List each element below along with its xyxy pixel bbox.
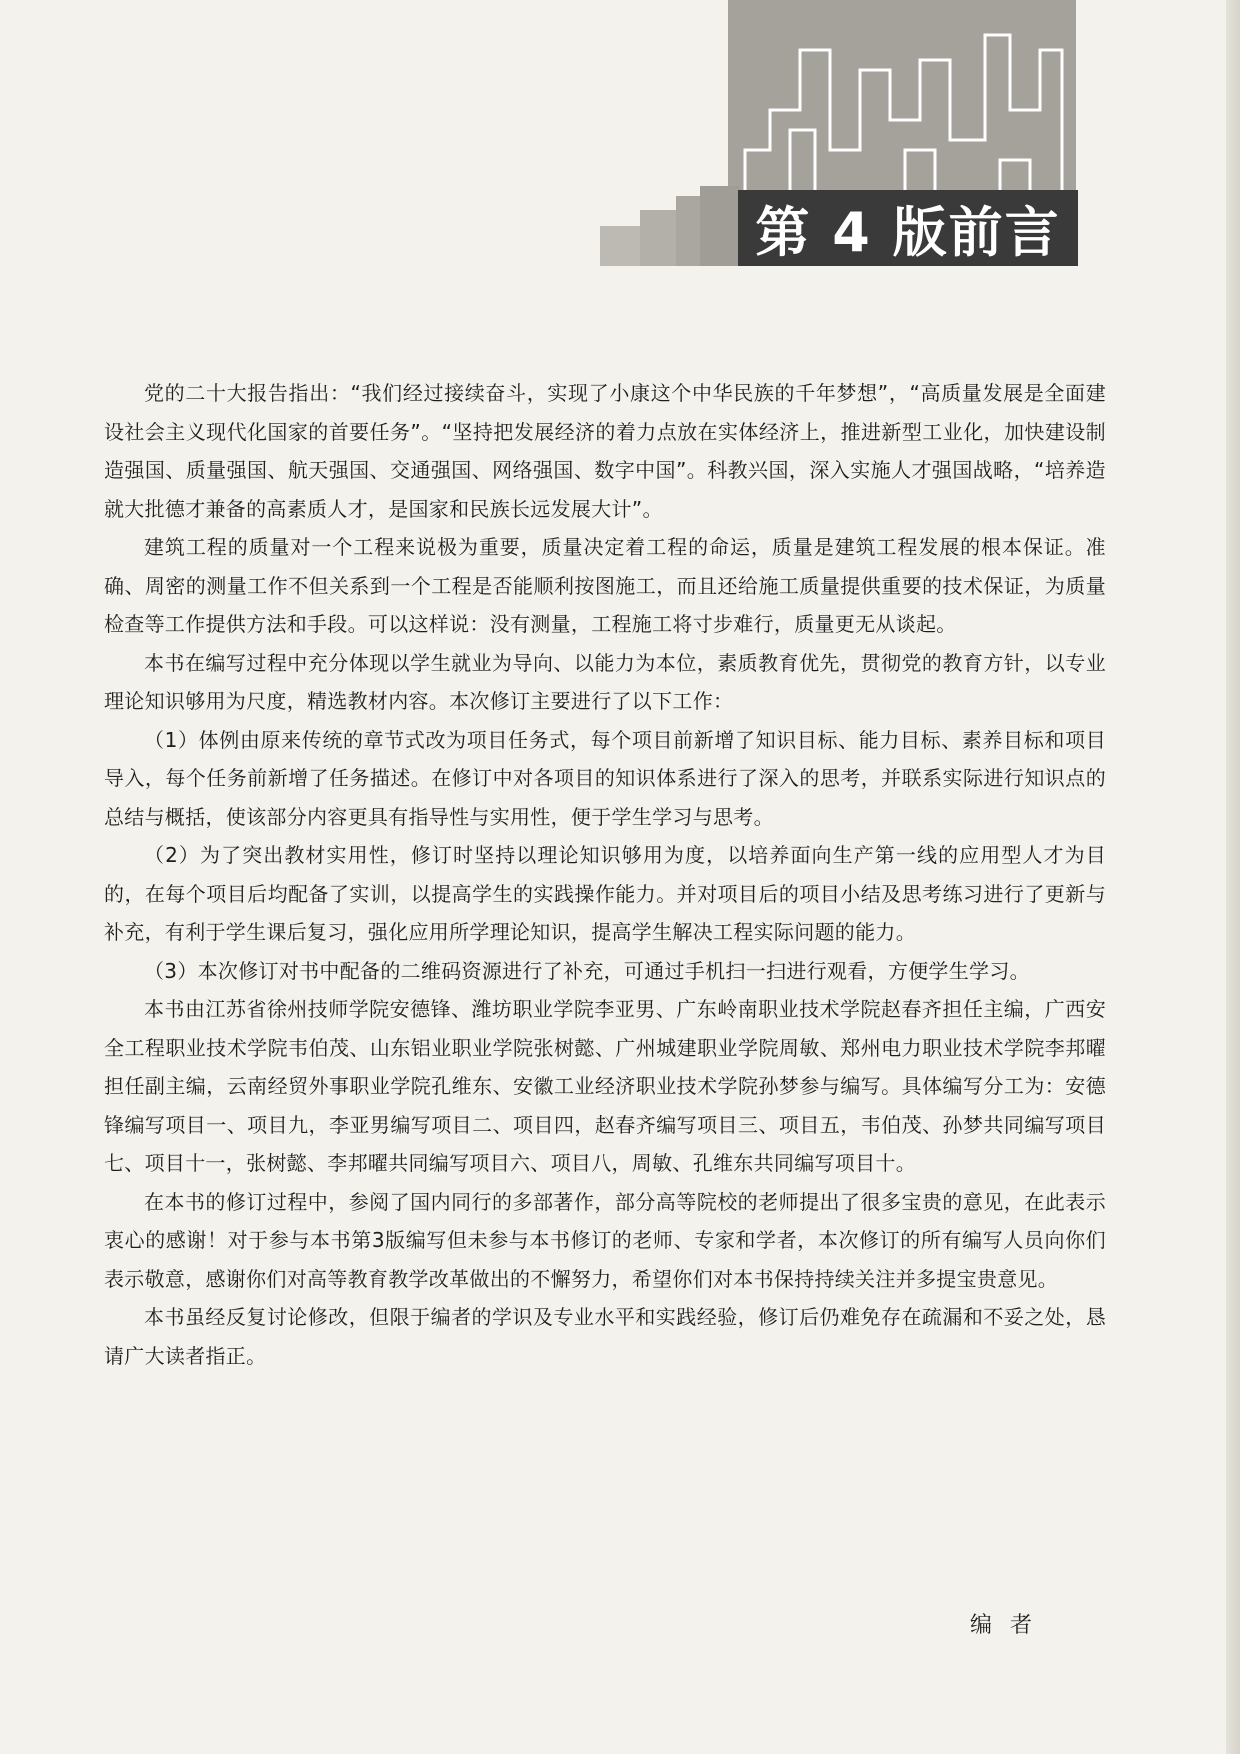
- paragraph-3: 本书在编写过程中充分体现以学生就业为导向、以能力为本位，素质教育优先，贯彻党的教育方针，以专业理论知识够用为尺度，精选教材内容。本次修订主要进行了以下工作：: [104, 650, 1106, 713]
- paragraph-5: （2）为了突出教材实用性，修订时坚持以理论知识够用为度，以培养面向生产第一线的应用型人才为目的，在每个项目后均配备了实训，以提高学生的实践操作能力。并对项目后的项目小结及思考练习进行了更新与补充，有利于学生课后复习，强化应用所学理论知识，提高学生解决工程实际问题的能力。: [104, 843, 1106, 944]
- page-title: 第 4 版前言: [755, 200, 1061, 264]
- paragraph-2: 建筑工程的质量对一个工程来说极为重要，质量决定着工程的命运，质量是建筑工程发展的根本保证。准确、周密的测量工作不但关系到一个工程是否能顺利按图施工，而且还给施工质量提供重要的技术保证，为质量检查等工作提供方法和手段。可以这样说：没有测量，工程施工将寸步难行，质量更无从谈起。: [104, 535, 1106, 636]
- paragraph-7: 本书由江苏省徐州技师学院安德锋、潍坊职业学院李亚男、广东岭南职业技术学院赵春齐担任主编，广西安全工程职业技术学院韦伯茂、山东铝业职业学院张树懿、广州城建职业学院周敏、郑州电力职业技术学院李邦曜担任副主编，云南经贸外事职业学院孔维东、安徽工业经济职业技术学院孙梦参与编写。具体编写分工为：安德锋编写项目一、项目九，李亚男编写项目二、项目四，赵春齐编写项目三、项目五，韦伯茂、孙梦共同编写项目七、项目十一，张树懿、李邦曜共同编写项目六、项目八，周敏、孔维东共同编写项目十。: [104, 997, 1106, 1175]
- preface-body: [104, 374, 1106, 1375]
- paragraph-1: 党的二十大报告指出：“我们经过接续奋斗，实现了小康这个中华民族的千年梦想”，“高质量发展是全面建设社会主义现代化国家的首要任务”。“坚持把发展经济的着力点放在实体经济上，推进新型工业化，加快建设制造强国、质量强国、航天强国、交通强国、网络强国、数字中国”。科教兴国，深入实施人才强国战略，“培养造就大批德才兼备的高素质人才，是国家和民族长远发展大计”。: [104, 381, 1106, 521]
- paragraph-6: （3）本次修订对书中配备的二维码资源进行了补充，可通过手机扫一扫进行观看，方便学生学习。: [144, 958, 1030, 983]
- title-banner: [738, 190, 1078, 266]
- paragraph-9: 本书虽经反复讨论修改，但限于编者的学识及专业水平和实践经验，修订后仍难免存在疏漏和不妥之处，恳请广大读者指正。: [104, 1305, 1106, 1368]
- paragraph-8: 在本书的修订过程中，参阅了国内同行的多部著作，部分高等院校的老师提出了很多宝贵的意见，在此表示衷心的感谢！对于参与本书第3版编写但未参与本书修订的老师、专家和学者，本次修订的所有编写人员向你们表示敬意，感谢你们对高等教育教学改革做出的不懈努力，希望你们对本书保持持续关注并多提宝贵意见。: [104, 1189, 1106, 1291]
- signature: 编者: [970, 1613, 1051, 1638]
- paragraph-4: （1）体例由原来传统的章节式改为项目任务式，每个项目前新增了知识目标、能力目标、素养目标和项目导入，每个任务前新增了任务描述。在修订中对各项目的知识体系进行了深入的思考，并联系实际进行知识点的总结与概括，使该部分内容更具有指导性与实用性，便于学生学习与思考。: [104, 727, 1106, 829]
